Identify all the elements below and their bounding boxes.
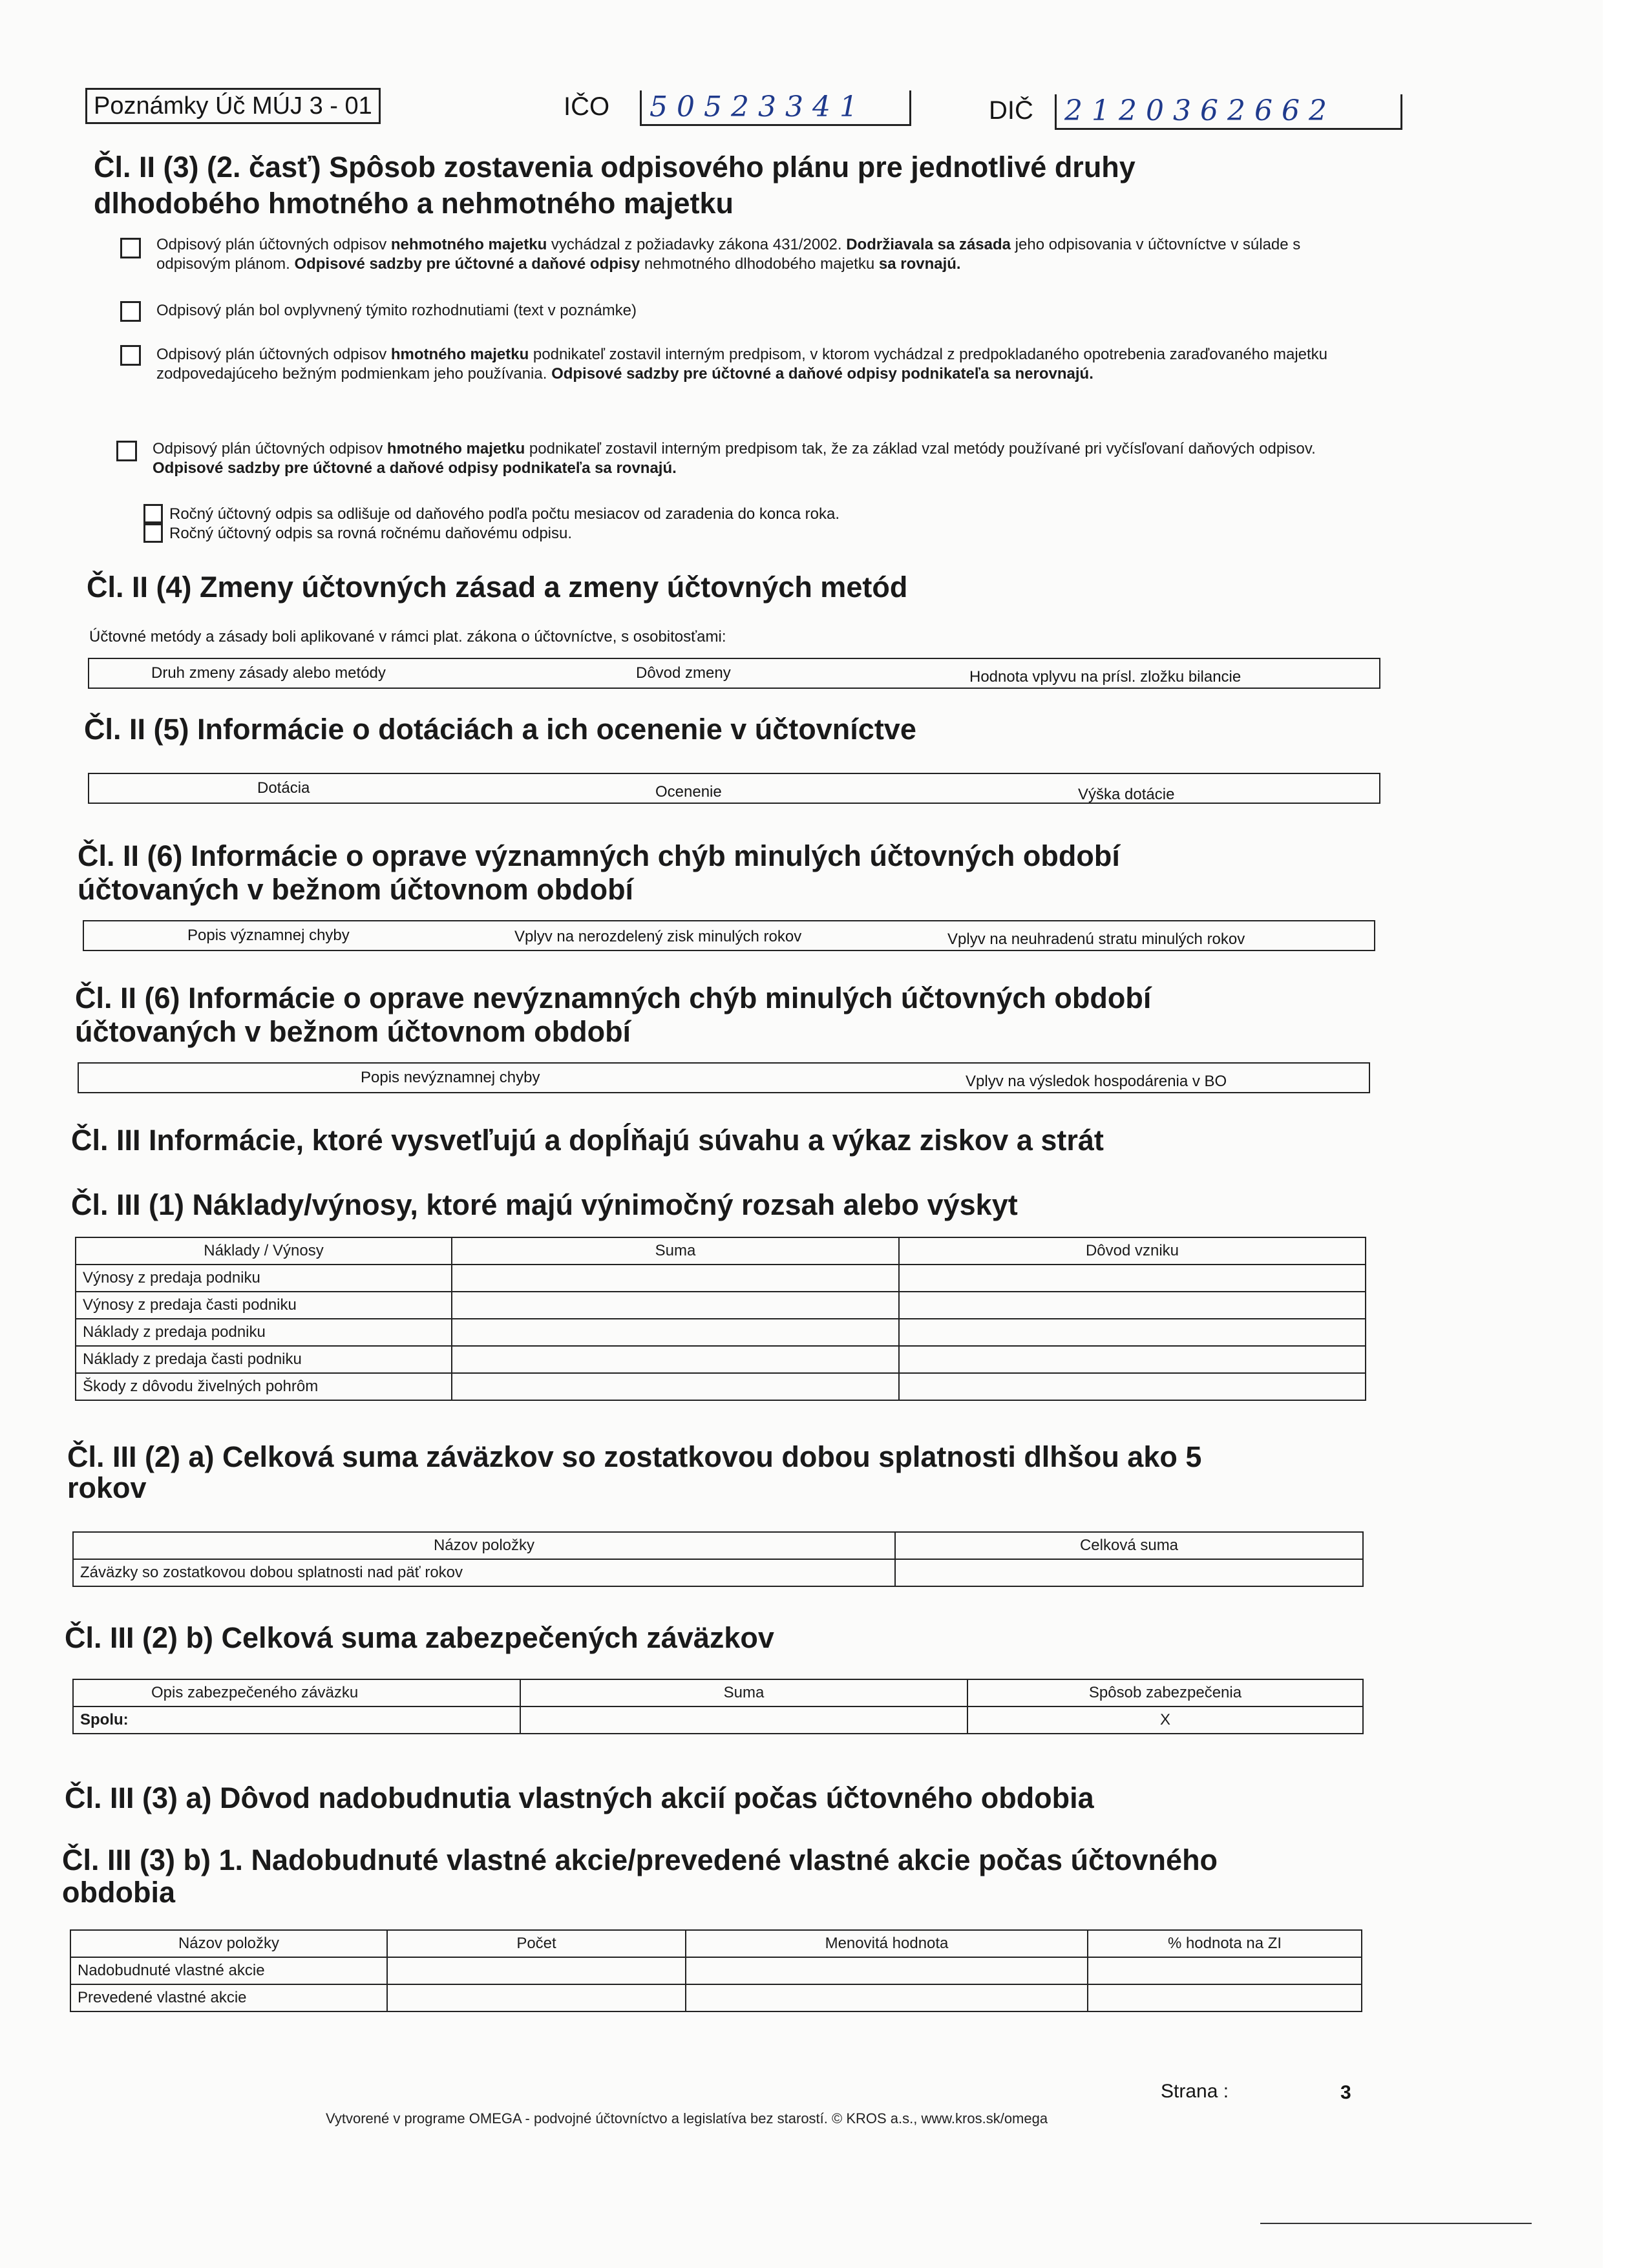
table-nevyznamne-chyby-header xyxy=(78,1062,1370,1093)
table-header-row xyxy=(73,1679,1363,1706)
cell-dovod[interactable] xyxy=(899,1319,1366,1346)
cell-suma[interactable] xyxy=(452,1292,899,1319)
col-hodnota-vplyvu: Hodnota vplyvu na prísl. zložku bilancie xyxy=(969,668,1241,686)
cell-total-x: X xyxy=(967,1706,1363,1734)
table-naklady-vynosy xyxy=(75,1237,1366,1401)
cell-menovita[interactable] xyxy=(686,1984,1088,2011)
table-zmeny-header xyxy=(88,658,1380,689)
cell-pocet[interactable] xyxy=(387,1957,686,1984)
col-druh-zmeny: Druh zmeny zásady alebo metódy xyxy=(151,664,386,682)
option-4-part-b: hmotného majetku xyxy=(386,440,525,457)
option-1-part-b: nehmotného majetku xyxy=(390,236,547,253)
section-title-zabezpecene-zavazky: Čl. III (2) b) Celková suma zabezpečených záväzkov xyxy=(65,1621,774,1654)
option-4-part-d: Odpisové sadzby pre účtovné a daňové odpisy podnikateľa sa rovnajú. xyxy=(153,459,677,477)
cell-suma[interactable] xyxy=(452,1265,899,1292)
zmeny-note: Účtovné metódy a zásady boli aplikované v rámci plat. zákona o účtovníctve, s osobitosťami: xyxy=(89,628,726,646)
checkbox-option-2[interactable] xyxy=(120,301,141,322)
col-vplyv-neuhradena-strata: Vplyv na neuhradenú stratu minulých rokov xyxy=(947,930,1245,948)
table-header-row xyxy=(76,1237,1366,1265)
cell-suma[interactable] xyxy=(452,1319,899,1346)
col-opis-zavazku: Opis zabezpečeného záväzku xyxy=(73,1679,520,1706)
scan-margin xyxy=(1603,0,1648,2268)
total-label: Spolu: xyxy=(73,1706,520,1734)
section-title-nevyznamne-chyby-2: účtovaných v bežnom účtovnom období xyxy=(75,1015,631,1048)
section-title-vlastne-akcie-1: Čl. III (3) b) 1. Nadobudnuté vlastné akcie/prevedené vlastné akcie počas účtovného xyxy=(62,1843,1218,1876)
table-row xyxy=(70,1984,1362,2011)
option-2-text: Odpisový plán bol ovplyvnený týmito rozhodnutiami (text v poznámke) xyxy=(156,302,637,319)
option-3-part-b: hmotného majetku xyxy=(390,346,529,363)
section-title-vyznamne-chyby-1: Čl. II (6) Informácie o oprave významných chýb minulých účtovných období xyxy=(78,839,1120,872)
col-vyska-dotacie: Výška dotácie xyxy=(1078,786,1175,803)
option-1-part-c: vychádzal z požiadavky zákona 431/2002. xyxy=(547,236,847,253)
table-row xyxy=(73,1559,1363,1586)
ico-value: 50523341 xyxy=(640,90,911,126)
option-1-part-a: Odpisový plán účtovných odpisov xyxy=(156,236,391,253)
row-label: Náklady z predaja časti podniku xyxy=(76,1346,452,1373)
row-label: Záväzky so zostatkovou dobou splatnosti nad päť rokov xyxy=(73,1559,895,1586)
col-dotacia: Dotácia xyxy=(257,779,310,797)
option-3-part-a: Odpisový plán účtovných odpisov xyxy=(156,346,391,363)
col-suma: Suma xyxy=(520,1679,967,1706)
option-3-part-c: podnikateľ zostavil interným predpisom, v ktorom vychádzal z predpokladaného opotrebenia zaraďovaného majetku zodpovedajúceho bežným podmienkam jeho používania. xyxy=(156,346,1328,383)
section-title-dovod-akcii: Čl. III (3) a) Dôvod nadobudnutia vlastných akcií počas účtovného obdobia xyxy=(65,1781,1094,1814)
page-number: 3 xyxy=(1340,2082,1351,2103)
row-label: Náklady z predaja podniku xyxy=(76,1319,452,1346)
col-percent-hodnota: % hodnota na ZI xyxy=(1088,1930,1362,1957)
section-title-odpisovy-plan-1: Čl. II (3) (2. časť) Spôsob zostavenia odpisového plánu pre jednotlivé druhy xyxy=(94,151,1136,184)
form-code: Poznámky Úč MÚJ 3 - 01 xyxy=(85,88,381,124)
cell-dovod[interactable] xyxy=(899,1265,1366,1292)
checkbox-rocny-odpis-odlisuje[interactable] xyxy=(143,504,163,523)
option-1-part-h: sa rovnajú. xyxy=(878,255,961,273)
section-title-zmeny-zasad: Čl. II (4) Zmeny účtovných zásad a zmeny účtovných metód xyxy=(87,571,908,604)
col-naklady-vynosy: Náklady / Výnosy xyxy=(76,1237,452,1265)
checkbox-option-1[interactable] xyxy=(120,238,141,258)
col-vplyv-vysledok: Vplyv na výsledok hospodárenia v BO xyxy=(966,1073,1227,1090)
dic-label: DIČ xyxy=(989,96,1033,125)
section-title-zavazky-5-rokov-1: Čl. III (2) a) Celková suma záväzkov so zostatkovou dobou splatnosti dlhšou ako 5 xyxy=(67,1440,1202,1473)
cell-suma[interactable] xyxy=(452,1373,899,1400)
section-title-zavazky-5-rokov-2: rokov xyxy=(67,1471,147,1504)
cell-dovod[interactable] xyxy=(899,1292,1366,1319)
page-label: Strana : xyxy=(1161,2081,1229,2102)
table-row xyxy=(76,1292,1366,1319)
option-1-part-f: Odpisové sadzby pre účtovné a daňové odpisy xyxy=(294,255,640,273)
section-title-cl-iii: Čl. III Informácie, ktoré vysvetľujú a dopĺňajú súvahu a výkaz ziskov a strát xyxy=(71,1124,1104,1157)
col-nazov-polozky: Názov položky xyxy=(73,1532,895,1559)
section-title-vyznamne-chyby-2: účtovaných v bežnom účtovnom období xyxy=(78,873,634,906)
col-suma: Suma xyxy=(452,1237,899,1265)
sub-option-2-text: Ročný účtovný odpis sa rovná ročnému daňovému odpisu. xyxy=(169,525,573,542)
col-pocet: Počet xyxy=(387,1930,686,1957)
cell-dovod[interactable] xyxy=(899,1373,1366,1400)
col-popis-vyznamnej-chyby: Popis významnej chyby xyxy=(187,927,350,944)
option-4-text xyxy=(153,439,1355,478)
section-title-naklady-vynosy: Čl. III (1) Náklady/výnosy, ktoré majú výnimočný rozsah alebo výskyt xyxy=(71,1188,1018,1221)
cell-percent[interactable] xyxy=(1088,1984,1362,2011)
table-zabezpecene-zavazky xyxy=(72,1679,1364,1734)
table-row xyxy=(76,1346,1366,1373)
col-ocenenie: Ocenenie xyxy=(655,783,722,801)
cell-total-suma[interactable] xyxy=(520,1706,967,1734)
table-row xyxy=(76,1373,1366,1400)
row-label: Nadobudnuté vlastné akcie xyxy=(70,1957,387,1984)
col-popis-nevyznamnej-chyby: Popis nevýznamnej chyby xyxy=(361,1069,540,1086)
section-title-nevyznamne-chyby-1: Čl. II (6) Informácie o oprave nevýznamných chýb minulých účtovných období xyxy=(75,982,1152,1014)
row-label: Výnosy z predaja podniku xyxy=(76,1265,452,1292)
section-title-vlastne-akcie-2: obdobia xyxy=(62,1876,175,1909)
table-header-row xyxy=(70,1930,1362,1957)
ico-label: IČO xyxy=(564,92,610,121)
col-celkova-suma: Celková suma xyxy=(895,1532,1363,1559)
option-4-part-a: Odpisový plán účtovných odpisov xyxy=(153,440,387,457)
table-row xyxy=(76,1319,1366,1346)
col-vplyv-nerozdeleny-zisk: Vplyv na nerozdelený zisk minulých rokov xyxy=(514,928,802,945)
cell-celkova-suma[interactable] xyxy=(895,1559,1363,1586)
table-row xyxy=(76,1265,1366,1292)
table-row-total xyxy=(73,1706,1363,1734)
row-label: Výnosy z predaja časti podniku xyxy=(76,1292,452,1319)
option-1-text xyxy=(156,235,1320,274)
row-label: Prevedené vlastné akcie xyxy=(70,1984,387,2011)
checkbox-option-3[interactable] xyxy=(120,345,141,366)
option-4-part-c: podnikateľ zostavil interným predpisom tak, že za základ vzal metódy používané pri vyčísľovaní daňových odpisov. xyxy=(525,440,1316,457)
row-label: Škody z dôvodu živelných pohrôm xyxy=(76,1373,452,1400)
cell-dovod[interactable] xyxy=(899,1346,1366,1373)
sub-option-1-text: Ročný účtovný odpis sa odlišuje od daňového podľa počtu mesiacov od zaradenia do konca roka. xyxy=(169,505,840,523)
option-1-part-e: jeho odpisovania v účtovníctve v súlade s odpisovým plánom. xyxy=(156,236,1301,273)
cell-percent[interactable] xyxy=(1088,1957,1362,1984)
table-vlastne-akcie xyxy=(70,1929,1362,2012)
option-3-part-d: Odpisové sadzby pre účtovné a daňové odpisy podnikateľa sa nerovnajú. xyxy=(551,365,1093,383)
checkbox-option-4[interactable] xyxy=(116,441,137,461)
col-dovod-zmeny: Dôvod zmeny xyxy=(636,664,731,682)
footer-credit: Vytvorené v programe OMEGA - podvojné účtovníctvo a legislatíva bez starostí. © KROS a.s., www.kros.sk/omega xyxy=(326,2110,1048,2126)
col-sposob-zabezpecenia: Spôsob zabezpečenia xyxy=(967,1679,1363,1706)
table-row xyxy=(70,1957,1362,1984)
col-nazov-polozky: Názov položky xyxy=(70,1930,387,1957)
option-3-text xyxy=(156,345,1346,384)
dic-value: 2120362662 xyxy=(1055,94,1402,130)
col-menovita-hodnota: Menovitá hodnota xyxy=(686,1930,1088,1957)
cell-suma[interactable] xyxy=(452,1346,899,1373)
cell-menovita[interactable] xyxy=(686,1957,1088,1984)
option-1-part-d: Dodržiavala sa zásada xyxy=(846,236,1011,253)
footer-rule xyxy=(1260,2223,1532,2224)
table-dotacie-header xyxy=(88,773,1380,804)
table-header-row xyxy=(73,1532,1363,1559)
checkbox-rocny-odpis-rovna[interactable] xyxy=(143,523,163,543)
cell-pocet[interactable] xyxy=(387,1984,686,2011)
col-dovod-vzniku: Dôvod vzniku xyxy=(899,1237,1366,1265)
section-title-dotacie: Čl. II (5) Informácie o dotáciách a ich ocenenie v účtovníctve xyxy=(84,713,916,746)
option-1-part-g: nehmotného dlhodobého majetku xyxy=(640,255,879,273)
table-vyznamne-chyby-header xyxy=(83,920,1375,951)
section-title-odpisovy-plan-2: dlhodobého hmotného a nehmotného majetku xyxy=(94,187,734,220)
table-zavazky-5-rokov xyxy=(72,1531,1364,1587)
